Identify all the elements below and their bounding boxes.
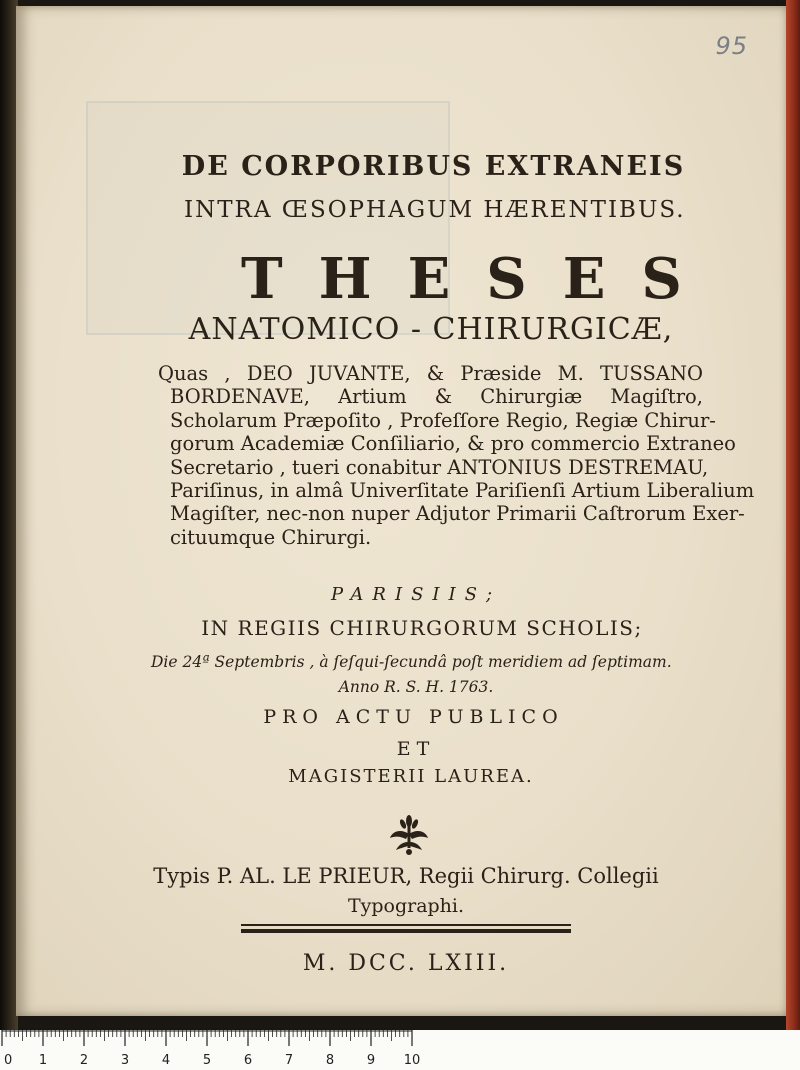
ruler-label: 10 xyxy=(403,1053,421,1068)
purpose-line-2: ET xyxy=(396,738,436,760)
title-page xyxy=(16,6,788,1016)
place-schools: IN REGIIS CHIRURGORUM SCHOLIS; xyxy=(201,616,643,640)
title-theses: THESES xyxy=(241,246,718,312)
purpose-line-1: PRO ACTU PUBLICO xyxy=(263,706,564,728)
dedication-line: Scholarum Præpoſito , Profeſſore Regio, Regiæ Chirur- xyxy=(170,408,716,432)
purpose-line-3: MAGISTERII LAUREA. xyxy=(288,766,534,787)
ruler-label: 0 xyxy=(4,1053,13,1068)
ruler-label: 8 xyxy=(325,1053,335,1068)
dedication-line: Pariſinus, in almâ Univerſitate Pariſienſi Artium Liberalium xyxy=(170,479,755,503)
publication-year: M. DCC. LXIII. xyxy=(302,951,510,976)
ruler-label: 6 xyxy=(243,1053,253,1068)
fleuron-ornament-icon xyxy=(386,812,432,858)
ruler-label: 3 xyxy=(120,1053,130,1068)
dedication-line: Magiſter, nec-non nuper Adjutor Primarii Caſtrorum Exer- xyxy=(170,502,745,526)
folio-number: 95 xyxy=(715,32,748,60)
ruler-label: 2 xyxy=(79,1053,89,1068)
date-line-2: Anno R. S. H. 1763. xyxy=(338,678,494,696)
dedication-line: cituumque Chirurgi. xyxy=(170,525,372,549)
dedication-line: Secretario , tueri conabitur ANTONIUS DESTREMAU, xyxy=(170,455,709,479)
ruler-scale xyxy=(0,1030,800,1070)
dedication-line: BORDENAVE, Artium & Chirurgiæ Magiſtro, xyxy=(170,385,703,409)
ruler-label: 9 xyxy=(366,1053,376,1068)
imprint-line-1: Typis P. AL. LE PRIEUR, Regii Chirurg. Collegii xyxy=(153,864,659,888)
ruler-label: 4 xyxy=(161,1053,171,1068)
ruler-label: 1 xyxy=(38,1053,48,1068)
place-city: PARISIIS; xyxy=(330,584,502,605)
date-line-1: Die 24ª Septembris , à ſeſqui-ſecundâ poſt meridiem ad ſeptimam. xyxy=(151,653,672,671)
ruler-label: 5 xyxy=(202,1053,212,1068)
imprint-line-2: Typographi. xyxy=(347,895,465,917)
title-line-2: INTRA ŒSOPHAGUM HÆRENTIBUS. xyxy=(184,197,686,223)
ruler-label: 7 xyxy=(284,1053,294,1068)
dedication-line: Quas , DEO JUVANTE, & Præside M. TUSSANO xyxy=(158,362,703,385)
scale-ruler xyxy=(0,1030,800,1070)
dedication-line: gorum Academiæ Conſiliario, & pro commercio Extraneo xyxy=(170,432,736,456)
dedication-paragraph xyxy=(158,362,755,549)
title-line-1: DE CORPORIBUS EXTRANEIS xyxy=(181,151,686,182)
double-rule-divider xyxy=(241,924,571,933)
title-line-4: ANATOMICO - CHIRURGICÆ, xyxy=(188,312,674,347)
red-page-edge xyxy=(786,0,800,1030)
